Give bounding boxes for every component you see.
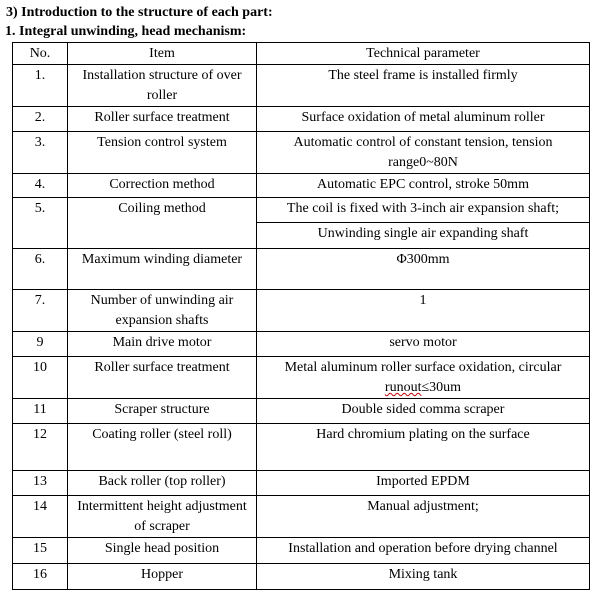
table-row (13, 132, 590, 174)
row-no: 9 (13, 332, 68, 357)
row-parameter: Automatic control of constant tension, tension range0~80N (257, 132, 590, 174)
row-item: Installation structure of over roller (68, 65, 257, 107)
header-item: Item (68, 43, 257, 65)
row-parameter: Manual adjustment; (257, 496, 590, 538)
row-no: 14 (13, 496, 68, 538)
row-item: Scraper structure (68, 399, 257, 424)
table-header-row (13, 43, 590, 65)
row-no: 13 (13, 471, 68, 496)
header-no: No. (13, 43, 68, 65)
row-no: 12 (13, 424, 68, 471)
row-no: 7. (13, 290, 68, 332)
row-parameter-tail: ≤30um (421, 380, 462, 395)
row-no: 2. (13, 107, 68, 132)
section-heading: 3) Introduction to the structure of each part: (6, 5, 273, 20)
row-item: Number of unwinding air expansion shafts (68, 290, 257, 332)
table-row (13, 174, 590, 198)
row-parameter: 1 (257, 290, 590, 332)
row-item: Main drive motor (68, 332, 257, 357)
row-parameter-2: Unwinding single air expanding shaft (257, 223, 590, 249)
row-parameter: Hard chromium plating on the surface (257, 424, 590, 471)
row-item: Tension control system (68, 132, 257, 174)
table-row (13, 198, 590, 223)
row-no: 16 (13, 564, 68, 590)
row-no: 4. (13, 174, 68, 198)
table-row (13, 332, 590, 357)
row-parameter: Automatic EPC control, stroke 50mm (257, 174, 590, 198)
table-row (13, 564, 590, 590)
row-parameter: Φ300mm (257, 249, 590, 290)
row-no: 11 (13, 399, 68, 424)
row-parameter: Installation and operation before drying channel (257, 538, 590, 564)
row-no: 15 (13, 538, 68, 564)
table-row (13, 357, 590, 399)
table-row (13, 290, 590, 332)
row-item: Coating roller (steel roll) (68, 424, 257, 471)
spec-table (12, 42, 590, 590)
spelling-marked-word: runout (384, 380, 422, 395)
row-no: 1. (13, 65, 68, 107)
row-parameter: servo motor (257, 332, 590, 357)
row-item: Intermittent height adjustment of scraper (68, 496, 257, 538)
row-parameter (257, 357, 590, 399)
row-item: Maximum winding diameter (68, 249, 257, 290)
row-no: 3. (13, 132, 68, 174)
row-parameter: Imported EPDM (257, 471, 590, 496)
row-item: Back roller (top roller) (68, 471, 257, 496)
row-no: 6. (13, 249, 68, 290)
row-no: 10 (13, 357, 68, 399)
row-parameter: Mixing tank (257, 564, 590, 590)
table-row (13, 471, 590, 496)
table-row (13, 249, 590, 290)
row-item: Roller surface treatment (68, 357, 257, 399)
header-parameter: Technical parameter (257, 43, 590, 65)
row-parameter: The coil is fixed with 3-inch air expansion shaft; (257, 198, 590, 223)
row-item: Correction method (68, 174, 257, 198)
row-item: Coiling method (68, 198, 257, 249)
table-row (13, 107, 590, 132)
row-no: 5. (13, 198, 68, 249)
row-item: Single head position (68, 538, 257, 564)
table-row (13, 65, 590, 107)
row-item: Roller surface treatment (68, 107, 257, 132)
row-parameter: Double sided comma scraper (257, 399, 590, 424)
row-parameter: The steel frame is installed firmly (257, 65, 590, 107)
table-row (13, 399, 590, 424)
row-item: Hopper (68, 564, 257, 590)
row-parameter: Surface oxidation of metal aluminum roller (257, 107, 590, 132)
table-row (13, 424, 590, 471)
row-parameter-text: Metal aluminum roller surface oxidation, circular (284, 360, 562, 375)
table-row (13, 538, 590, 564)
subsection-heading: 1. Integral unwinding, head mechanism: (5, 24, 247, 39)
table-row (13, 496, 590, 538)
